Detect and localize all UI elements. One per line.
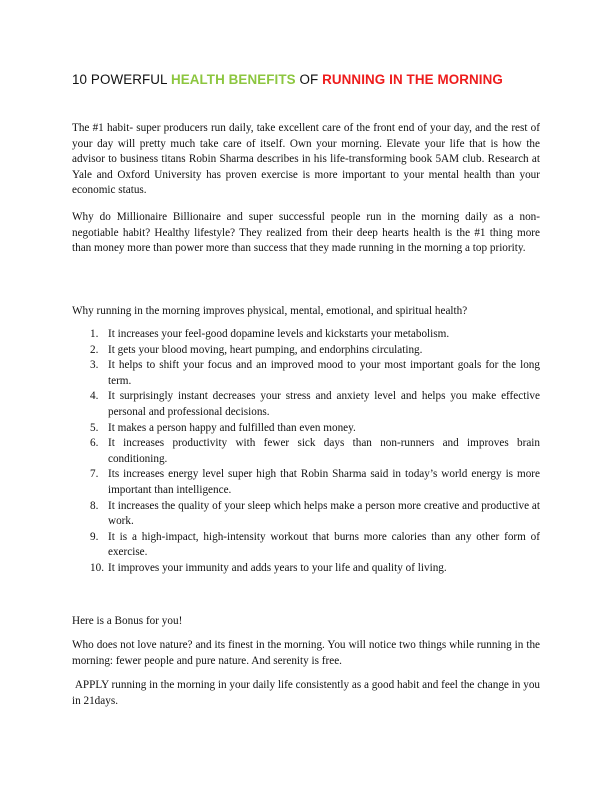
list-text: It increases your feel-good dopamine levels and kickstarts your metabolism. xyxy=(108,328,450,340)
list-item xyxy=(72,530,540,561)
list-text: It increases the quality of your sleep which helps make a person more creative and productive at work. xyxy=(108,499,540,528)
list-item xyxy=(72,343,540,359)
list-text: It gets your blood moving, heart pumping, and endorphins circulating. xyxy=(108,343,423,356)
list-number: 9. xyxy=(90,530,99,543)
list-item xyxy=(72,358,540,389)
title-highlight-health-benefits: HEALTH BENEFITS xyxy=(170,72,296,87)
list-item xyxy=(72,467,540,498)
list-item xyxy=(72,421,540,437)
list-number: 6. xyxy=(90,437,99,450)
list-number: 2. xyxy=(90,343,99,356)
list-text: It makes a person happy and fulfilled than even money. xyxy=(108,421,356,434)
benefits-list xyxy=(72,327,540,577)
list-text: Its increases energy level super high that Robin Sharma said in today’s world energy is more important than intelligence. xyxy=(108,468,540,496)
bonus-heading: Here is a Bonus for you! xyxy=(72,615,183,627)
list-number: 1. xyxy=(90,328,99,340)
list-item xyxy=(72,499,540,530)
why-running-question: Why running in the morning improves physical, mental, emotional, and spiritual health? xyxy=(72,305,468,317)
list-number: 3. xyxy=(90,359,99,372)
list-text: It increases productivity with fewer sick days than non-runners and improves brain conditioning. xyxy=(108,437,540,465)
title-part-1: 10 POWERFUL xyxy=(72,72,171,87)
list-number: 8. xyxy=(90,499,99,512)
intro-paragraph: The #1 habit- super producers run daily, take excellent care of the front end of your day, and the rest of your day will pretty much take care of itself. Own your morning. Elevate your life that is how the advisor to business titans Robin Sharma describes in his life-transforming book 5AM club. Research at Yale and Oxford University has proven exercise is more important to your mental health than your economic status. xyxy=(72,122,540,197)
list-text: It helps to shift your focus and an improved mood to your most important goals for the long term. xyxy=(108,359,540,387)
list-item xyxy=(72,561,540,577)
why-millionaire-paragraph: Why do Millionaire Billionaire and super successful people run in the morning daily as a non-negotiable habit? Healthy lifestyle? They realized from their deep hearts health is the #1 thing more than money more than power more than success that they made running in the morning a top priority. xyxy=(72,211,540,255)
title-highlight-running-morning: RUNNING IN THE MORNING xyxy=(322,72,503,87)
list-number: 10. xyxy=(90,561,104,574)
list-number: 5. xyxy=(90,421,99,434)
list-item xyxy=(72,389,540,420)
list-text: It is a high-impact, high-intensity workout that burns more calories than any other form of exercise. xyxy=(108,530,540,559)
title-part-3: OF xyxy=(295,72,323,87)
list-text: It improves your immunity and adds years to your life and quality of living. xyxy=(108,561,447,574)
list-text: It surprisingly instant decreases your stress and anxiety level and helps you make effective personal and professional decisions. xyxy=(108,390,540,418)
list-item xyxy=(72,436,540,467)
apply-paragraph: APPLY running in the morning in your daily life consistently as a good habit and feel the change in you in 21days. xyxy=(72,679,543,707)
list-item xyxy=(72,327,540,343)
list-number: 7. xyxy=(90,468,99,481)
document-title xyxy=(72,72,552,87)
nature-paragraph: Who does not love nature? and its finest in the morning. You will notice two things while running in the morning: fewer people and pure nature. And serenity is free. xyxy=(72,639,540,667)
list-number: 4. xyxy=(90,390,99,403)
